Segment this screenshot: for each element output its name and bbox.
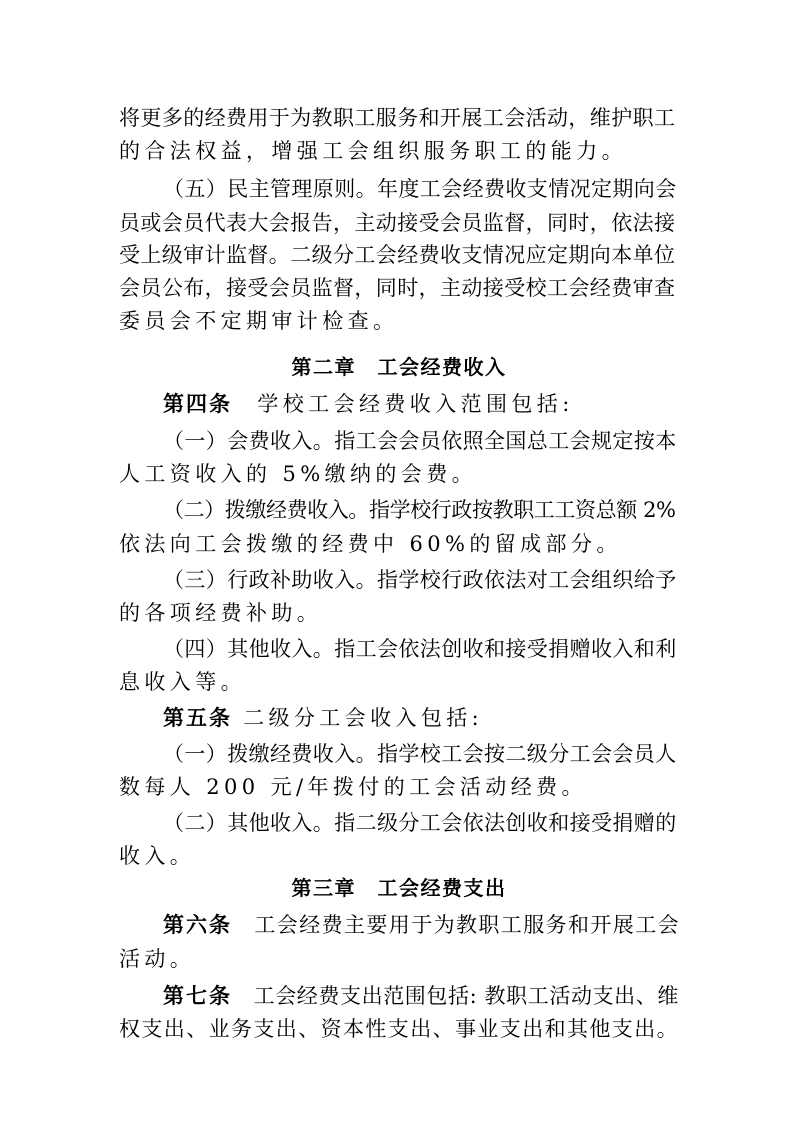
paragraph-line: 依法向工会拨缴的经费中 60%的留成部分。 [119, 532, 622, 556]
paragraph-line: 人工资收入的 5%缴纳的会费。 [119, 462, 477, 486]
paragraph-line: （一）会费收入。指工会会员依照全国总工会规定按本 [163, 429, 677, 453]
paragraph-line: （五）民主管理原则。年度工会经费收支情况定期向会 [163, 177, 677, 201]
paragraph-line: （三）行政补助收入。指学校行政依法对工会组织给予 [163, 568, 677, 592]
paragraph-line: 的合法权益，增强工会组织服务职工的能力。 [119, 139, 627, 163]
chapter-heading: 第二章 工会经费收入 [291, 355, 507, 379]
chapter-heading: 第三章 工会经费支出 [291, 876, 507, 900]
article-text: 学校工会经费收入范围包括: [232, 392, 574, 416]
paragraph-line: 的各项经费补助。 [119, 601, 323, 625]
paragraph-line: 受上级审计监督。二级分工会经费收支情况应定期向本单位 [119, 243, 676, 267]
paragraph-line: 息收入等。 [119, 670, 246, 694]
article-line [163, 703, 679, 733]
paragraph-line: 权支出、业务支出、资本性支出、事业支出和其他支出。 [119, 1017, 679, 1041]
paragraph-line: 将更多的经费用于为教职工服务和开展工会活动，维护职工 [119, 106, 676, 130]
article-text: 二级分工会收入包括: [232, 706, 484, 730]
paragraph-line: 活动。 [119, 947, 196, 971]
paragraph-line: 收入。 [119, 844, 196, 868]
article-line [163, 910, 679, 940]
paragraph-line: （二）拨缴经费收入。指学校行政按教职工工资总额 2% [163, 498, 676, 522]
paragraph-line: 委员会不定期审计检查。 [119, 309, 399, 333]
article-number: 第六条 [163, 913, 232, 937]
paragraph-line: 数每人 200 元/年拨付的工会活动经费。 [119, 775, 587, 799]
paragraph-line: 员或会员代表大会报告，主动接受会员监督，同时，依法接 [119, 211, 676, 235]
article-line [163, 981, 679, 1011]
article-line [163, 389, 679, 419]
article-number: 第五条 [163, 706, 232, 730]
paragraph-line: （二）其他收入。指二级分工会依法创收和接受捐赠的 [163, 811, 677, 835]
article-text: 工会经费主要用于为教职工服务和开展工会 [232, 913, 680, 937]
article-text: 工会经费支出范围包括: 教职工活动支出、维 [232, 984, 679, 1008]
article-number: 第七条 [163, 984, 232, 1008]
article-number: 第四条 [163, 392, 232, 416]
paragraph-line: 会员公布，接受会员监督，同时，主动接受校工会经费审查 [119, 276, 676, 300]
paragraph-line: （一）拨缴经费收入。指学校工会按二级分工会会员人 [163, 742, 677, 766]
paragraph-line: （四）其他收入。指工会依法创收和接受捐赠收入和利 [163, 637, 677, 661]
